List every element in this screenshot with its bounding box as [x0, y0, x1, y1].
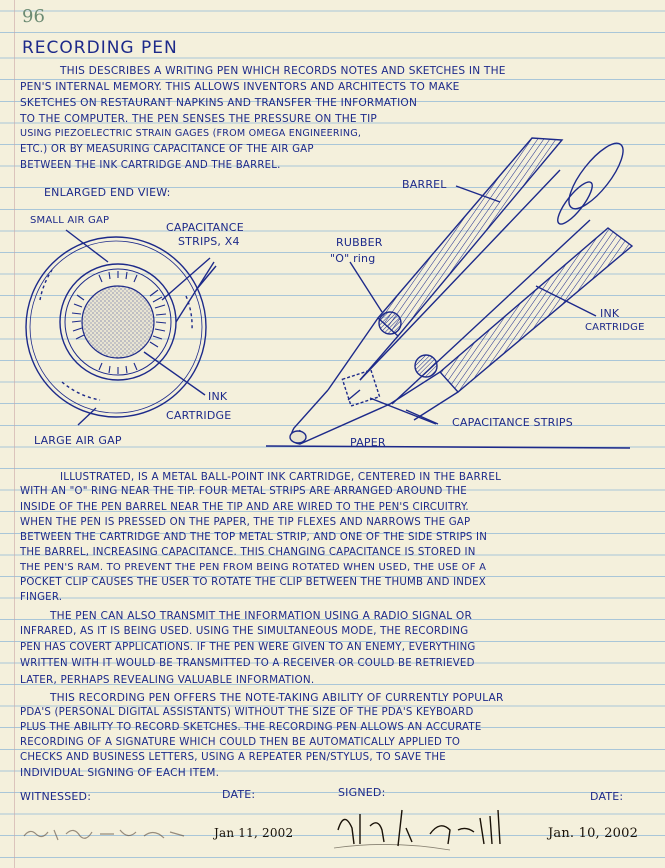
- end-view-drawing: [26, 230, 216, 425]
- body-line: FINGER.: [20, 592, 63, 603]
- label-rubber: RUBBER: [336, 236, 383, 249]
- label-capacitance-strips: CAPACITANCE STRIPS: [452, 416, 573, 429]
- signed-date: Jan. 10, 2002: [548, 826, 639, 841]
- label-large-air-gap: LARGE AIR GAP: [34, 434, 122, 447]
- label-strips-x4: STRIPS, X4: [178, 235, 240, 248]
- date-label-signed: DATE:: [590, 790, 624, 803]
- label-capacitance: CAPACITANCE: [166, 221, 244, 234]
- body-line: WITH AN "O" RING NEAR THE TIP. FOUR METAL STRIPS ARE ARRANGED AROUND THE: [20, 486, 467, 497]
- label-cartridge-right: CARTRIDGE: [585, 322, 645, 333]
- body-line: BETWEEN THE CARTRIDGE AND THE TOP METAL STRIP, AND ONE OF THE SIDE STRIPS IN: [20, 532, 488, 543]
- page-number: 96: [22, 6, 45, 27]
- body-line: CHECKS AND BUSINESS LETTERS, USING A REPEATER PEN/STYLUS, TO SAVE THE: [20, 752, 446, 763]
- body-line: THE BARREL, INCREASING CAPACITANCE. THIS CHANGING CAPACITANCE IS STORED IN: [20, 547, 476, 558]
- intro-line: BETWEEN THE INK CARTRIDGE AND THE BARREL.: [20, 160, 281, 171]
- pen-side-view-drawing: [266, 136, 632, 448]
- date-label-witness: DATE:: [222, 788, 256, 801]
- intro-line: PEN'S INTERNAL MEMORY. THIS ALLOWS INVENTORS AND ARCHITECTS TO MAKE: [20, 81, 460, 93]
- body-line: WHEN THE PEN IS PRESSED ON THE PAPER, THE TIP FLEXES AND NARROWS THE GAP: [20, 517, 471, 528]
- body-line: LATER, PERHAPS REVEALING VALUABLE INFORMATION.: [20, 674, 315, 686]
- label-ink-right: INK: [600, 307, 620, 320]
- body-line: ILLUSTRATED, IS A METAL BALL-POINT INK CARTRIDGE, CENTERED IN THE BARREL: [60, 471, 502, 483]
- label-paper: PAPER: [350, 436, 386, 449]
- body-line: RECORDING OF A SIGNATURE WHICH COULD THEN BE AUTOMATICALLY APPLIED TO: [20, 737, 461, 748]
- signed-label: SIGNED:: [338, 786, 386, 799]
- body-line: INSIDE OF THE PEN BARREL NEAR THE TIP AND ARE WIRED TO THE PEN'S CIRCUITRY.: [20, 502, 469, 513]
- body-line: THIS RECORDING PEN OFFERS THE NOTE-TAKING ABILITY OF CURRENTLY POPULAR: [50, 692, 504, 704]
- intro-line: USING PIEZOELECTRIC STRAIN GAGES (FROM OMEGA ENGINEERING,: [20, 128, 362, 139]
- label-barrel: BARREL: [402, 178, 447, 191]
- body-line: WRITTEN WITH IT WOULD BE TRANSMITTED TO A RECEIVER OR COULD BE RETRIEVED: [20, 658, 475, 669]
- body-line: PLUS THE ABILITY TO RECORD SKETCHES. THE RECORDING PEN ALLOWS AN ACCURATE: [20, 722, 482, 733]
- intro-line: SKETCHES ON RESTAURANT NAPKINS AND TRANSFER THE INFORMATION: [20, 97, 418, 109]
- intro-line: THIS DESCRIBES A WRITING PEN WHICH RECORDS NOTES AND SKETCHES IN THE: [60, 65, 506, 77]
- body-line: PEN HAS COVERT APPLICATIONS. IF THE PEN WERE GIVEN TO AN ENEMY, EVERYTHING: [20, 642, 476, 653]
- inventor-signature: [330, 800, 530, 860]
- body-line: INDIVIDUAL SIGNING OF EACH ITEM.: [20, 767, 220, 779]
- intro-line: ETC.) OR BY MEASURING CAPACITANCE OF THE AIR GAP: [20, 144, 314, 155]
- body-line: THE PEN CAN ALSO TRANSMIT THE INFORMATION USING A RADIO SIGNAL OR: [50, 610, 473, 622]
- witnessed-label: WITNESSED:: [20, 790, 92, 803]
- body-line: PDA'S (PERSONAL DIGITAL ASSISTANTS) WITHOUT THE SIZE OF THE PDA'S KEYBOARD: [20, 707, 474, 718]
- label-cartridge-left: CARTRIDGE: [166, 409, 232, 422]
- body-line: INFRARED, AS IT IS BEING USED. USING THE SIMULTANEOUS MODE, THE RECORDING: [20, 626, 469, 637]
- label-o-ring: "O" ring: [330, 252, 376, 265]
- intro-line: TO THE COMPUTER. THE PEN SENSES THE PRESSURE ON THE TIP: [20, 113, 377, 125]
- witness-date: Jan 11, 2002: [214, 826, 294, 840]
- label-end-view: ENLARGED END VIEW:: [44, 186, 171, 199]
- body-line: THE PEN'S RAM. TO PREVENT THE PEN FROM BEING ROTATED WHEN USED, THE USE OF A: [20, 562, 487, 573]
- label-small-air-gap: SMALL AIR GAP: [30, 215, 110, 226]
- label-ink-left: INK: [208, 390, 228, 403]
- page-title: RECORDING PEN: [22, 38, 178, 58]
- body-line: POCKET CLIP CAUSES THE USER TO ROTATE THE CLIP BETWEEN THE THUMB AND INDEX: [20, 577, 486, 588]
- witness-signature: [20, 818, 200, 848]
